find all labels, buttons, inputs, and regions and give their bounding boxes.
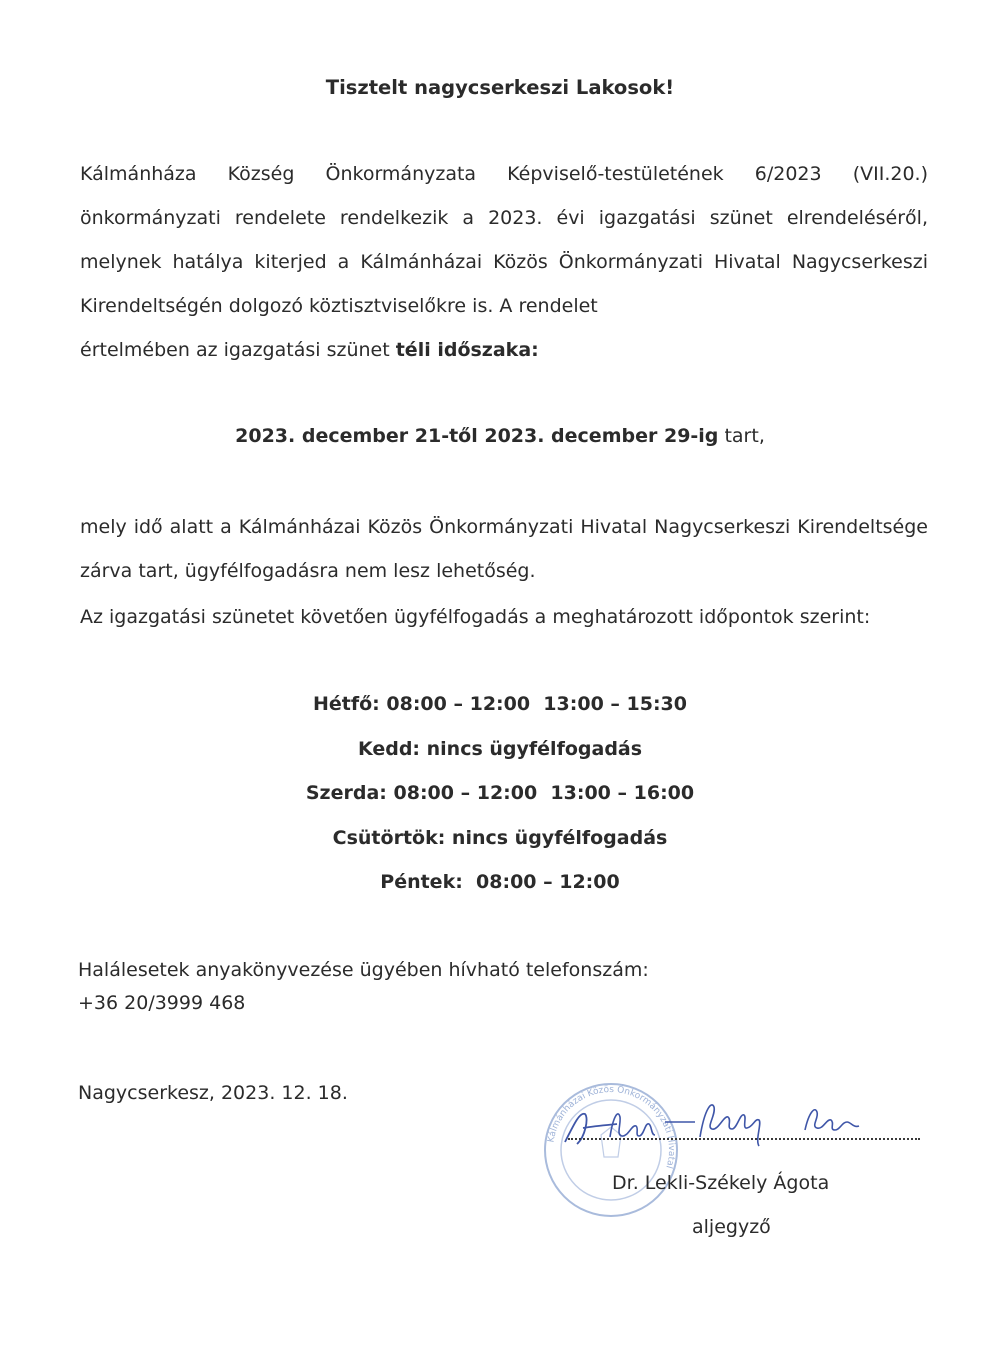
closure-period-rest: tart, bbox=[718, 425, 765, 447]
intro-last-line bbox=[80, 328, 928, 372]
intro-text: Kálmánháza Község Önkormányzata Képviselő-testületének 6/2023 (VII.20.) önkormányzati rendelete rendelkezik a 2023. évi igazgatási szünet elrendeléséről, melynek hatálya kiterjed a Kálmánházai Közös Önkormányzati Hivatal Nagycserkeszi Kirendeltségén dolgozó köztisztviselőkre is. A rendelet bbox=[80, 163, 928, 317]
winter-period-label: téli időszaka: bbox=[395, 339, 539, 361]
intro-last-line-text: értelmében az igazgatási szünet bbox=[80, 339, 390, 361]
place-date: Nagycserkesz, 2023. 12. 18. bbox=[78, 1082, 348, 1104]
closure-period bbox=[0, 425, 1000, 447]
signer-role: aljegyző bbox=[692, 1216, 771, 1238]
closure-period-dates: 2023. december 21-től 2023. december 29-ig bbox=[235, 425, 719, 447]
schedule-row: Szerda: 08:00 – 12:00 13:00 – 16:00 bbox=[305, 782, 695, 804]
handwritten-signature bbox=[555, 1092, 885, 1162]
closure-paragraph: mely idő alatt a Kálmánházai Közös Önkormányzati Hivatal Nagycserkeszi Kirendeltsége zárva tart, ügyfélfogadásra nem lesz lehetőség. bbox=[80, 516, 928, 582]
signature-line bbox=[568, 1138, 920, 1140]
letter-title: Tisztelt nagycserkeszi Lakosok! bbox=[325, 76, 675, 99]
schedule-row: Hétfő: 08:00 – 12:00 13:00 – 15:30 bbox=[312, 693, 687, 715]
schedule-row: Kedd: nincs ügyfélfogadás bbox=[357, 737, 643, 760]
intro-paragraph bbox=[80, 152, 928, 372]
office-hours-schedule bbox=[0, 682, 1000, 905]
schedule-row: Péntek: 08:00 – 12:00 bbox=[380, 871, 620, 893]
after-closure-paragraph: Az igazgatási szünetet követően ügyfélfogadás a meghatározott időpontok szerint: bbox=[80, 606, 871, 628]
phone-number: +36 20/3999 468 bbox=[78, 992, 246, 1014]
signer-name: Dr. Lekli-Székely Ágota bbox=[612, 1172, 830, 1194]
stamp-text: Kálmánházai Közös Önkormányzati Hivatal bbox=[546, 1084, 677, 1170]
schedule-row: Csütörtök: nincs ügyfélfogadás bbox=[332, 826, 668, 849]
phone-label: Halálesetek anyakönyvezése ügyében hívható telefonszám: bbox=[78, 959, 649, 981]
